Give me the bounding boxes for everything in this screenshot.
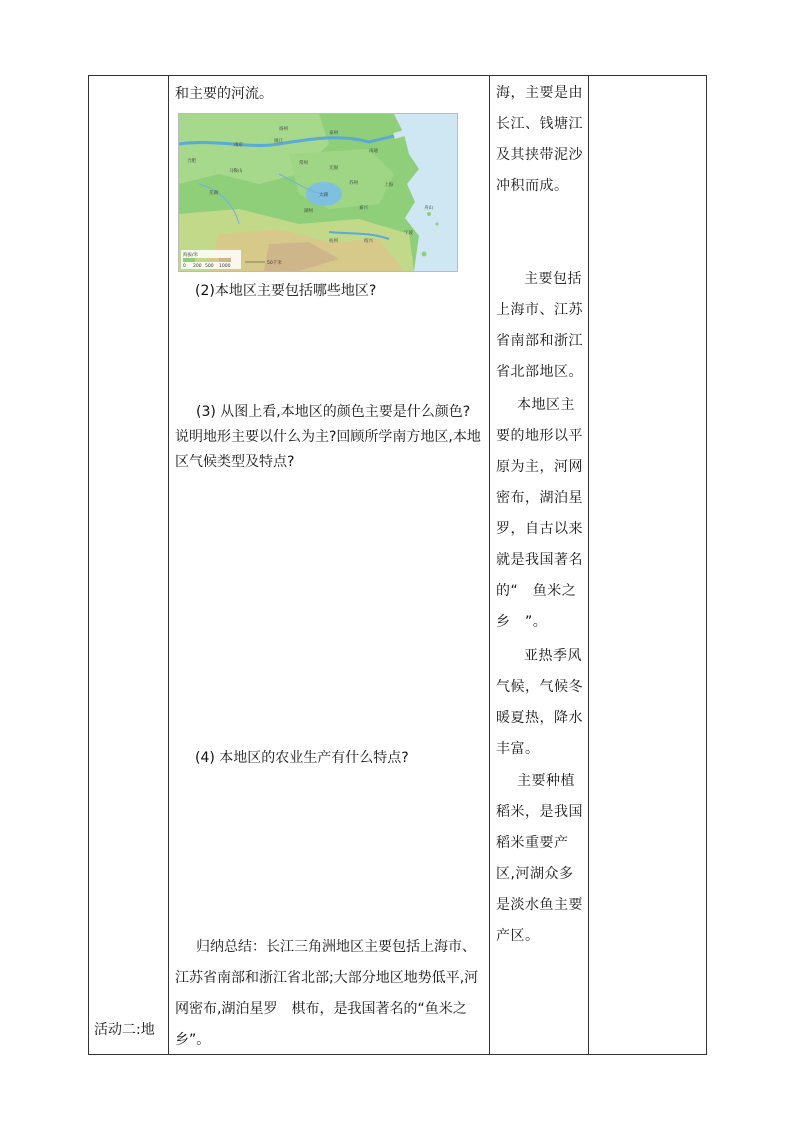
answer-2: 主要包括上海市、江苏省南部和浙江省北部地区。 [496,271,583,380]
map-label: 芜湖 [209,191,218,196]
lesson-table [88,75,707,1055]
map-label: 太湖 [319,193,328,198]
map-legend-title: 海拔/米 [183,253,199,258]
map-label: 马鞍山 [229,169,243,174]
question-3: (3) 从图上看,本地区的颜色主要是什么颜色?说明地形主要以什么为主?回顾所学南方地区,本地区气候类型及特点? [175,404,481,470]
map-label: 泰州 [329,131,338,136]
map-label: 常州 [299,161,308,166]
map-label: 杭州 [329,239,338,244]
answer-column [490,76,588,1054]
intro-text: 和主要的河流。 [175,86,273,102]
map-graphic [179,114,457,271]
question-2: (2)本地区主要包括哪些地区? [195,283,377,299]
map-label: 无锡 [329,166,338,171]
map-scale-label: 50千米 [267,261,282,266]
activity-label: 活动二:地 [94,1022,155,1038]
map-label: 舟山 [424,206,433,211]
map-label: 南通 [369,149,378,154]
map-label: 嘉兴 [359,206,368,211]
answer-4: 亚热季风气候，气候冬暖夏热，降水丰富。 [496,648,583,757]
summary-text: 归纳总结：长江三角洲地区主要包括上海市、江苏省南部和浙江省北部;大部分地区地势低平,河网密布,湖泊星罗 棋布，是我国著名的“鱼米之乡”。 [175,939,479,1048]
content-column [169,76,489,1054]
map-label: 苏州 [349,181,358,186]
question-4: (4) 本地区的农业生产有什么特点? [195,750,409,766]
activity-column [89,76,168,1054]
map-legend-tick: 500 [205,264,214,269]
map-legend-tick: 0 [183,264,186,269]
notes-column [589,76,707,1054]
map-label: 上海 [384,183,393,188]
yangtze-delta-map [178,113,458,272]
map-label: 镇江 [274,139,283,144]
map-label: 合肥 [187,159,196,164]
map-label: 绍兴 [364,239,373,244]
answer-1: 海，主要是由长江、钱塘江及其挟带泥沙冲积而成。 [496,85,583,194]
answer-5: 主要种植稻米，是我国稻米重要产区,河湖众多是淡水鱼主要产区。 [496,773,583,944]
map-label: 南京 [234,143,243,148]
map-label: 湖州 [304,209,313,214]
map-legend-tick: 1000 [219,264,231,269]
map-label: 宁波 [404,231,413,236]
map-legend-tick: 200 [193,264,202,269]
answer-3: 本地区主要的地形以平原为主，河网密布，湖泊星罗，自古以来就是我国著名的“ 鱼米之乡 ”。 [496,397,583,630]
map-label: 扬州 [279,127,288,132]
